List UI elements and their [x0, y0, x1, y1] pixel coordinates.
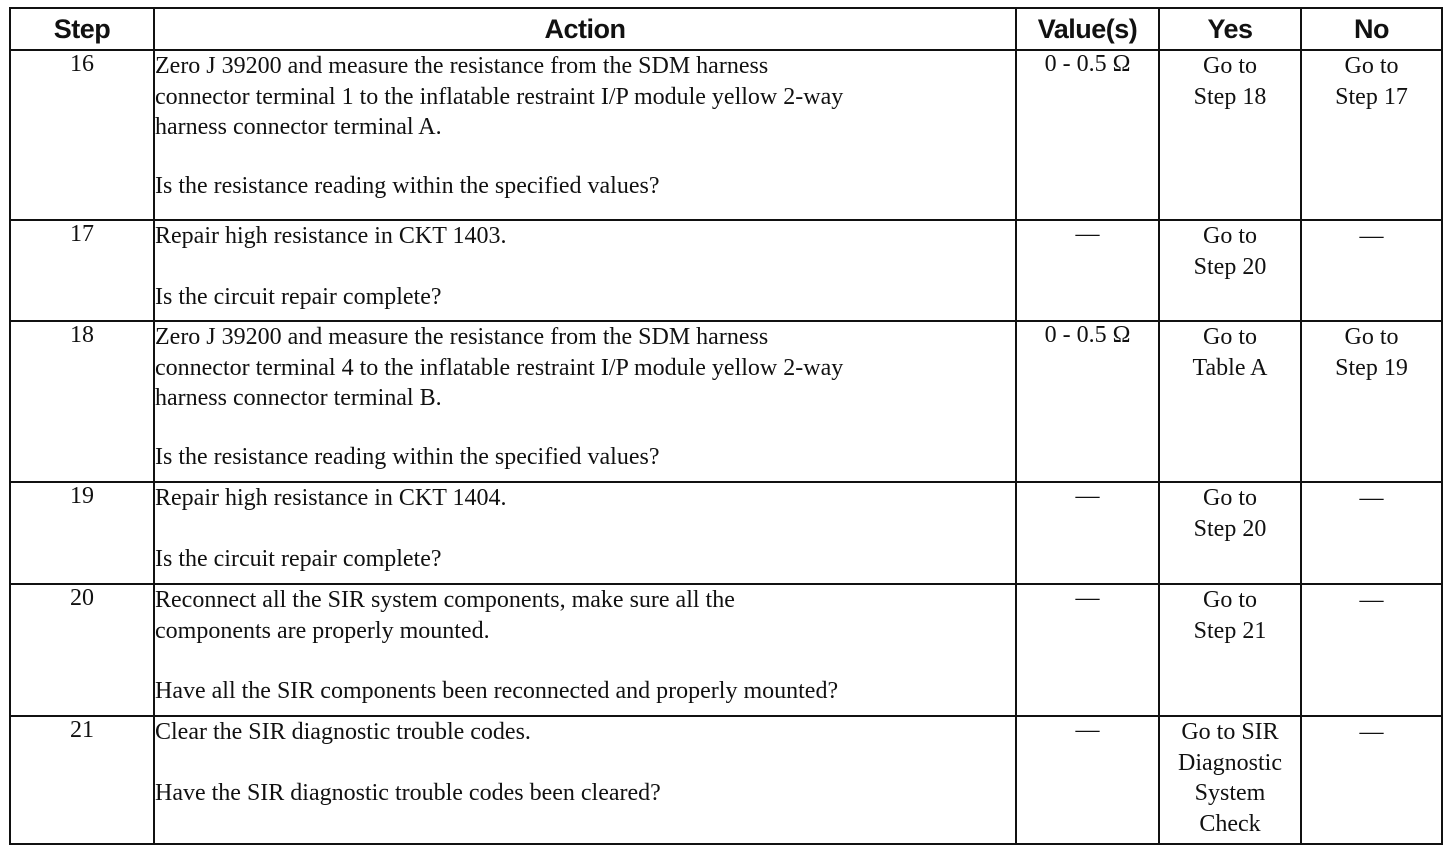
table-row [10, 321, 1442, 482]
yes-text: Check [1199, 810, 1261, 837]
action-cell [154, 50, 1016, 220]
header-row [10, 8, 1442, 50]
yes-text: Go to [1203, 587, 1257, 613]
action-text: Repair high resistance in CKT 1404. [155, 485, 507, 511]
action-question: Is the resistance reading within the specified values? [155, 443, 660, 470]
yes-text: Go to [1203, 324, 1257, 350]
yes-text: Go to [1203, 485, 1257, 511]
action-question: Is the circuit repair complete? [155, 545, 442, 572]
step-number: 19 [10, 482, 154, 584]
yes-text: Diagnostic [1178, 749, 1282, 776]
value-cell: 0 - 0.5 Ω [1016, 50, 1159, 220]
no-cell [1301, 321, 1442, 482]
step-number: 18 [10, 321, 154, 482]
no-text: Step 19 [1335, 354, 1408, 381]
yes-text: Step 20 [1193, 253, 1267, 280]
value-cell: — [1016, 220, 1159, 321]
yes-cell [1159, 50, 1301, 220]
action-cell [154, 584, 1016, 716]
header-values: Value(s) [1016, 8, 1159, 50]
action-text: harness connector terminal B. [155, 385, 442, 411]
action-cell [154, 321, 1016, 482]
no-cell [1301, 50, 1442, 220]
action-question: Is the resistance reading within the specified values? [155, 172, 660, 199]
spacer [155, 252, 1015, 282]
yes-text: Step 21 [1193, 617, 1267, 644]
diagnostic-table [9, 7, 1443, 845]
step-number: 16 [10, 50, 154, 220]
yes-text: Go to [1203, 223, 1257, 249]
yes-text: Step 18 [1193, 83, 1267, 110]
yes-text: Go to SIR [1181, 719, 1279, 745]
yes-cell [1159, 716, 1301, 844]
action-text: harness connector terminal A. [155, 114, 442, 140]
spacer [155, 143, 1015, 171]
yes-cell [1159, 220, 1301, 321]
no-text: Go to [1344, 53, 1399, 79]
header-action: Action [154, 8, 1016, 50]
action-cell [154, 220, 1016, 321]
action-text: Repair high resistance in CKT 1403. [155, 223, 507, 249]
table-row [10, 50, 1442, 220]
table-row [10, 584, 1442, 716]
yes-text: Table A [1192, 354, 1268, 381]
spacer [155, 646, 1015, 676]
header-step: Step [10, 8, 154, 50]
header-no: No [1301, 8, 1442, 50]
no-cell: — [1301, 220, 1442, 321]
action-cell [154, 482, 1016, 584]
diagnostic-table-sheet [9, 7, 1443, 845]
action-text: connector terminal 4 to the inflatable restraint I/P module yellow 2-way [155, 354, 844, 381]
no-text: Go to [1344, 324, 1399, 350]
spacer [155, 748, 1015, 778]
table-row [10, 220, 1442, 321]
no-cell: — [1301, 584, 1442, 716]
value-cell: — [1016, 716, 1159, 844]
table-row [10, 482, 1442, 584]
table-row [10, 716, 1442, 844]
action-text: connector terminal 1 to the inflatable restraint I/P module yellow 2-way [155, 83, 844, 110]
no-cell: — [1301, 716, 1442, 844]
action-text: Zero J 39200 and measure the resistance from the SDM harness [155, 53, 769, 79]
value-cell: — [1016, 482, 1159, 584]
action-question: Is the circuit repair complete? [155, 283, 442, 310]
yes-text: Go to [1203, 53, 1257, 79]
no-text: Step 17 [1335, 83, 1408, 110]
yes-cell [1159, 482, 1301, 584]
step-number: 17 [10, 220, 154, 321]
step-number: 21 [10, 716, 154, 844]
value-cell: 0 - 0.5 Ω [1016, 321, 1159, 482]
spacer [155, 514, 1015, 544]
action-cell [154, 716, 1016, 844]
no-cell: — [1301, 482, 1442, 584]
spacer [155, 414, 1015, 442]
yes-cell [1159, 321, 1301, 482]
yes-text: System [1194, 780, 1266, 806]
action-text: Zero J 39200 and measure the resistance from the SDM harness [155, 324, 769, 350]
value-cell: — [1016, 584, 1159, 716]
action-text: Clear the SIR diagnostic trouble codes. [155, 719, 531, 745]
action-text: Reconnect all the SIR system components, make sure all the [155, 587, 735, 613]
yes-cell [1159, 584, 1301, 716]
action-question: Have all the SIR components been reconnected and properly mounted? [155, 678, 839, 704]
action-question: Have the SIR diagnostic trouble codes been cleared? [155, 779, 661, 806]
header-yes: Yes [1159, 8, 1301, 50]
yes-text: Step 20 [1193, 515, 1267, 542]
action-text: components are properly mounted. [155, 617, 490, 644]
step-number: 20 [10, 584, 154, 716]
